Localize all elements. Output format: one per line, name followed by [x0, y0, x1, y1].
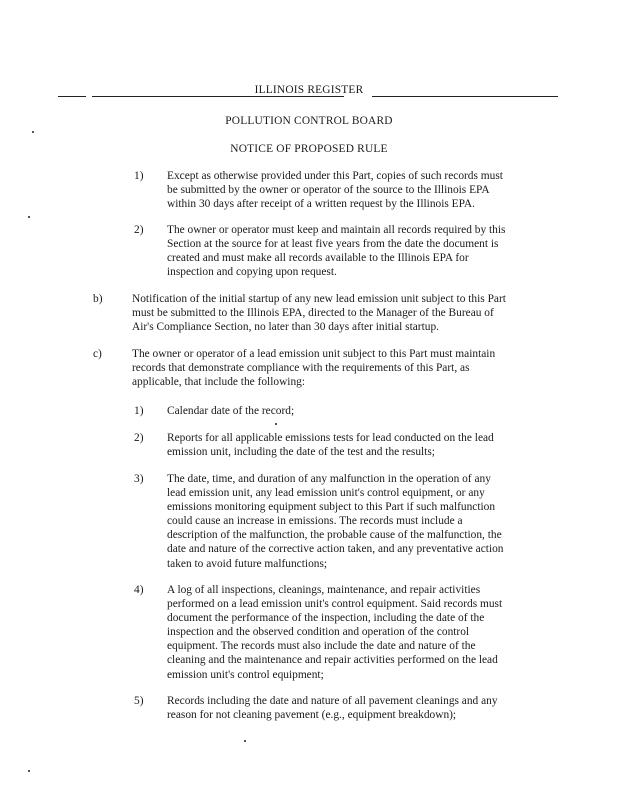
item-line: Section at the source for at least five years from the date the document is: [167, 238, 499, 251]
item-line: The owner or operator must keep and maintain all records required by this: [167, 224, 506, 236]
scan-speck: [32, 131, 34, 133]
section-text: [132, 347, 495, 389]
item-line: document the performance of the inspection, including the date of the: [167, 612, 485, 625]
item-line: The date, time, and duration of any malfunction in the operation of any: [167, 473, 491, 485]
item-text: [167, 223, 505, 279]
item-line: description of the malfunction, the probable cause of the malfunction, the: [167, 529, 502, 542]
item-text: [167, 583, 502, 682]
item-text: [167, 404, 294, 418]
item-line: lead emission unit, any lead emission unit's control equipment, or any: [167, 487, 485, 500]
item-line: created and must make all records available to the Illinois EPA for: [167, 252, 469, 265]
item-line: taken to avoid future malfunctions;: [167, 557, 328, 570]
scan-speck: [28, 216, 30, 218]
item-label: 3): [134, 473, 144, 485]
item-label: 5): [134, 695, 144, 707]
item-line: performed on a lead emission unit's control equipment. Said records must: [167, 598, 503, 611]
register-title: ILLINOIS REGISTER: [254, 84, 364, 96]
item-line: within 30 days after receipt of a written request by the Illinois EPA.: [167, 198, 476, 211]
item-line: applicable, that include the following:: [132, 376, 306, 389]
item-line: Air's Compliance Section, no later than 30 days after initial startup.: [132, 321, 439, 334]
scan-speck: [244, 740, 246, 742]
item-line: inspection and the observed condition and operation of the control: [167, 626, 470, 639]
scan-speck: [275, 423, 277, 425]
item-label: 1): [134, 170, 144, 182]
item-text: [167, 169, 503, 211]
item-line: equipment. The records must also include the date and nature of the: [167, 640, 476, 653]
item-line: Records including the date and nature of all pavement cleanings and any: [167, 695, 498, 707]
item-line: Calendar date of the record;: [167, 405, 295, 417]
item-line: date and nature of the corrective action taken, and any preventative action: [167, 543, 504, 556]
item-label: 1): [134, 405, 144, 417]
scan-speck: [28, 770, 30, 772]
item-line: emission unit's control equipment;: [167, 668, 324, 681]
item-text: [167, 472, 504, 571]
item-line: emission unit, including the date of the test and the results;: [167, 446, 435, 459]
section-label: c): [93, 348, 102, 360]
section-text: [132, 292, 506, 334]
item-text: [167, 431, 494, 459]
item-line: cleaning and the maintenance and repair activities performed on the lead: [167, 654, 498, 667]
item-label: 2): [134, 224, 144, 236]
notice-title: NOTICE OF PROPOSED RULE: [230, 143, 388, 155]
item-label: 4): [134, 584, 144, 596]
item-line: inspection and copying upon request.: [167, 266, 337, 279]
item-line: The owner or operator of a lead emission unit subject to this Part must maintain: [132, 348, 496, 360]
item-line: be submitted by the owner or operator of the source to the Illinois EPA: [167, 184, 490, 197]
item-line: emissions monitoring equipment subject to this Part if such malfunction: [167, 501, 496, 514]
item-line: could cause an increase in emissions. The records must include a: [167, 515, 463, 528]
item-line: records that demonstrate compliance with the requirements of this Part, as: [132, 362, 470, 375]
item-line: A log of all inspections, cleanings, maintenance, and repair activities: [167, 584, 481, 596]
item-line: reason for not cleaning pavement (e.g., equipment breakdown);: [167, 709, 457, 722]
item-line: Notification of the initial startup of any new lead emission unit subject to this Part: [132, 293, 506, 305]
item-text: [167, 694, 498, 722]
board-title: POLLUTION CONTROL BOARD: [225, 115, 393, 127]
item-label: 2): [134, 432, 144, 444]
item-line: must be submitted to the Illinois EPA, directed to the Manager of the Bureau of: [132, 307, 494, 320]
section-label: b): [93, 293, 103, 305]
item-line: Except as otherwise provided under this Part, copies of such records must: [167, 170, 503, 182]
item-line: Reports for all applicable emissions tests for lead conducted on the lead: [167, 432, 494, 444]
